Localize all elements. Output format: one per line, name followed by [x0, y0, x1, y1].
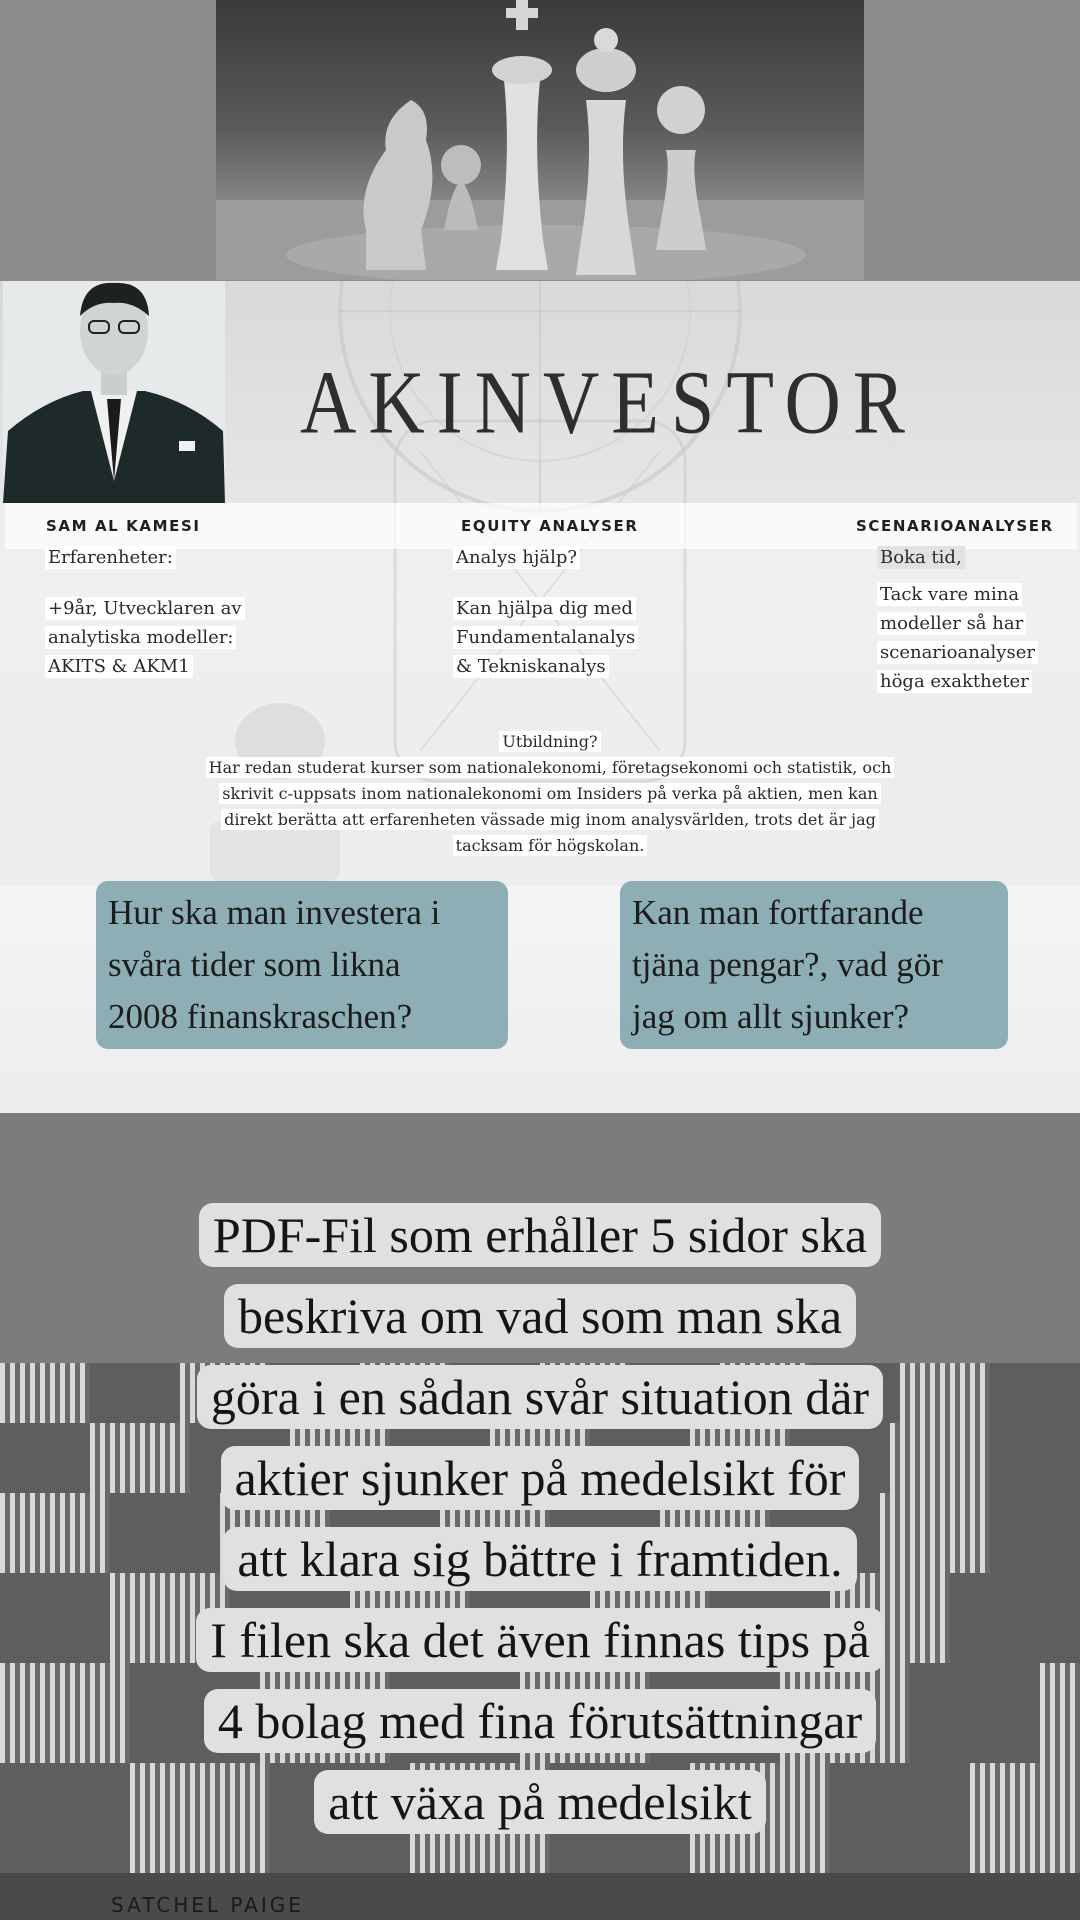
chessboard-background	[0, 1113, 1080, 1920]
experience-line: analytiska modeller:	[45, 626, 236, 649]
column-scenario	[877, 543, 1038, 696]
description-line: att växa på medelsikt	[314, 1770, 765, 1834]
question-line: 2008 finanskraschen?	[108, 997, 413, 1036]
scenario-line: modeller så har	[877, 612, 1026, 635]
description-line: 4 bolag med fina förutsättningar	[204, 1689, 876, 1753]
description-line: göra i en sådan svår situation där	[197, 1365, 883, 1429]
column-heading-equity: EQUITY ANALYSER	[461, 517, 639, 535]
brand-title: AKINVESTOR	[300, 352, 917, 453]
question-line: Kan man fortfarande	[632, 893, 924, 932]
description-line: I filen ska det även finnas tips på	[196, 1608, 884, 1672]
experience-line: AKITS & AKM1	[45, 655, 193, 678]
person-avatar	[3, 281, 225, 503]
scenario-line: höga exaktheter	[877, 670, 1032, 693]
experience-line: +9år, Utvecklaren av	[45, 597, 245, 620]
pdf-description	[100, 1195, 980, 1843]
question-line: jag om allt sjunker?	[632, 997, 910, 1036]
column-heading-scenario: SCENARIOANALYSER	[856, 517, 1054, 535]
education-line: skrivit c-uppsats inom nationalekonomi om Insiders på verka på aktien, men kan	[219, 783, 880, 804]
question-line: svåra tider som likna	[108, 945, 401, 984]
author-name: SATCHEL PAIGE	[111, 1893, 304, 1917]
question-line: tjäna pengar?, vad gör	[632, 945, 943, 984]
question-box-profit	[620, 881, 1008, 1049]
education-line: Har redan studerat kurser som nationalekonomi, företagsekonomi och statistik, och	[206, 757, 895, 778]
description-line: beskriva om vad som man ska	[224, 1284, 856, 1348]
scenario-line: scenarioanalyser	[877, 641, 1038, 664]
education-heading: Utbildning?	[499, 731, 600, 752]
education-block	[200, 729, 900, 859]
description-line: aktier sjunker på medelsikt för	[221, 1446, 860, 1510]
analysis-line: Fundamentalanalys	[453, 626, 638, 649]
question-box-crisis	[96, 881, 508, 1049]
chess-pieces-illustration	[216, 0, 864, 280]
flyer-panel	[0, 281, 1080, 1113]
education-line: tacksam för högskolan.	[453, 835, 648, 856]
column-analysis	[453, 543, 638, 681]
description-line: PDF-Fil som erhåller 5 sidor ska	[199, 1203, 881, 1267]
analysis-line: Kan hjälpa dig med	[453, 597, 636, 620]
column-heading-name: SAM AL KAMESI	[46, 517, 201, 535]
scenario-line: Tack vare mina	[877, 583, 1022, 606]
analysis-subtitle: Analys hjälp?	[453, 546, 580, 569]
booking-subtitle: Boka tid,	[877, 546, 965, 569]
experience-subtitle: Erfarenheter:	[45, 546, 176, 569]
question-line: Hur ska man investera i	[108, 893, 441, 932]
portrait-photo	[3, 281, 225, 503]
column-experience	[45, 543, 245, 681]
chess-photo	[216, 0, 864, 280]
description-line: att klara sig bättre i framtiden.	[223, 1527, 856, 1591]
education-line: direkt berätta att erfarenheten vässade mig inom analysvärlden, trots det är jag	[221, 809, 879, 830]
analysis-line: & Tekniskanalys	[453, 655, 609, 678]
